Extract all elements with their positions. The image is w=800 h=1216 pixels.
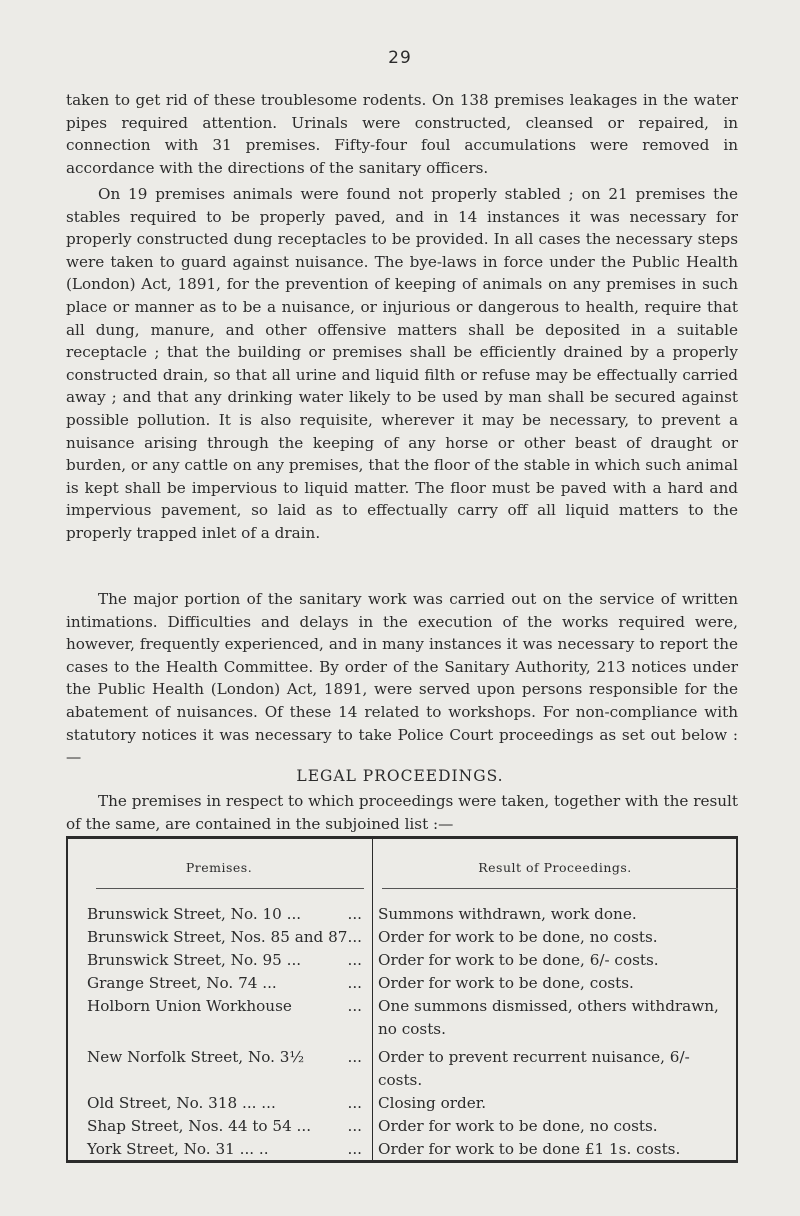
leader-dots: ... — [347, 1117, 362, 1135]
result-cell: Order for work to be done, costs. — [378, 974, 634, 992]
result-cell: Order for work to be done, 6/- costs. — [378, 951, 659, 969]
proceedings-table — [66, 836, 738, 1163]
premises-cell — [66, 1046, 366, 1092]
premises-cell — [66, 903, 366, 926]
table-row — [66, 1138, 738, 1161]
header-rule-left — [96, 888, 364, 889]
result-cell: Order for work to be done £1 1s. costs. — [378, 1140, 681, 1158]
result-cell: Order for work to be done, no costs. — [378, 928, 658, 946]
header-premises: Premises. — [185, 860, 253, 875]
header-rule-right — [382, 888, 738, 889]
result-cell: Order for work to be done, no costs. — [378, 1117, 658, 1135]
premises-text: Brunswick Street, Nos. 85 and 87 — [87, 928, 348, 946]
section-heading: LEGAL PROCEEDINGS. — [296, 767, 504, 785]
header-result: Result of Proceedings. — [478, 860, 632, 875]
table-bottom-rule — [66, 1160, 738, 1163]
table-row — [66, 995, 738, 1041]
leader-dots: ... — [347, 1140, 362, 1158]
premises-text: Shap Street, Nos. 44 to 54 ... — [87, 1117, 312, 1135]
page-number: 29 — [388, 48, 412, 68]
leader-dots: ... — [347, 1094, 362, 1112]
premises-cell — [66, 949, 366, 972]
premises-text: Holborn Union Workhouse — [87, 997, 292, 1015]
leader-dots: ... — [347, 1048, 362, 1066]
table-row — [66, 903, 738, 926]
premises-text: Old Street, No. 318 ... ... — [87, 1094, 276, 1112]
paragraph-3-text: The major portion of the sanitary work was carried out on the service of written intimations. Difficulties and delays in the execution of the works required were, however, frequently experienced, and in many instances it was necessary to report the cases to the Health Committee. By order of the Sanitary Authority, 213 notices under the Public Health (London) Act, 1891, were served upon persons responsible for the abatement of nuisances. Of these 14 related to workshops. For non-compliance with statutory notices it was necessary to take Police Court proceedings as set out below :— — [66, 590, 738, 767]
leader-dots: ... — [347, 997, 362, 1015]
paragraph-1-text: taken to get rid of these troublesome rodents. On 138 premises leakages in the water pipes required attention. Urinals were constructed, cleansed or repaired, in connection with 31 premises. Fifty-four foul accumulations were removed in accordance with the directions of the sanitary officers. — [66, 91, 738, 177]
premises-text: Brunswick Street, No. 10 ... — [87, 905, 302, 923]
result-cell — [366, 995, 738, 1041]
result-text: One summons dismissed, others withdrawn, — [378, 997, 719, 1015]
table-rows — [66, 903, 738, 1161]
table-row — [66, 1115, 738, 1138]
table-row — [66, 949, 738, 972]
premises-text: Grange Street, No. 74 ... — [87, 974, 277, 992]
premises-cell — [66, 1092, 366, 1115]
leader-dots: ... — [347, 905, 362, 923]
premises-text: New Norfolk Street, No. 3½ — [87, 1048, 305, 1066]
premises-cell — [66, 1115, 366, 1138]
paragraph-1 — [66, 89, 738, 179]
table-top-rule — [66, 836, 738, 839]
paragraph-2-text: On 19 premises animals were found not properly stabled ; on 21 premises the stables required to be properly paved, and in 14 instances it was necessary for properly constructed dung receptacles to be provided. In all cases the necessary steps were taken to guard against nuisance. The bye-laws in force under the Public Health (London) Act, 1891, for the prevention of keeping of animals on any premises in such place or manner as to be a nuisance, or injurious or dangerous to health, require that all dung, manure, and other offensive matters shall be deposited in a suitable receptacle ; that the building or premises shall be efficiently drained by a properly constructed drain, so that all urine and liquid filth or refuse may be effectually carried away ; and that any drinking water likely to be used by man shall be secured against possible pollution. It is also requisite, wherever it may be necessary, to prevent a nuisance arising through the keeping of any horse or other beast of draught or burden, or any cattle on any premises, that the floor of the stable in which such animal is kept shall be impervious to liquid matter. The floor must be paved with a hard and impervious pavement, so laid as to effectually carry off all liquid matters to the properly trapped inlet of a drain. — [66, 185, 738, 542]
leader-dots: ... — [347, 928, 362, 946]
paragraph-2 — [66, 183, 738, 545]
result-cell: Summons withdrawn, work done. — [378, 905, 637, 923]
table-row — [66, 1092, 738, 1115]
table-row — [66, 972, 738, 995]
result-cell: Closing order. — [378, 1094, 487, 1112]
premises-cell — [66, 995, 366, 1041]
result-cell: Order to prevent recurrent nuisance, 6/- costs. — [378, 1048, 690, 1089]
leader-dots: ... — [347, 951, 362, 969]
premises-text: York Street, No. 31 ... .. — [87, 1140, 269, 1158]
premises-text: Brunswick Street, No. 95 ... — [87, 951, 302, 969]
premises-cell — [66, 972, 366, 995]
table-row — [66, 926, 738, 949]
result-continuation: no costs. — [378, 1020, 446, 1038]
paragraph-4-text: The premises in respect to which proceedings were taken, together with the result of the same, are contained in the subjoined list :— — [66, 792, 738, 833]
paragraph-4 — [66, 790, 738, 835]
premises-cell — [66, 1138, 366, 1161]
premises-cell — [66, 926, 366, 949]
table-row — [66, 1046, 738, 1092]
paragraph-3 — [66, 588, 738, 769]
leader-dots: ... — [347, 974, 362, 992]
